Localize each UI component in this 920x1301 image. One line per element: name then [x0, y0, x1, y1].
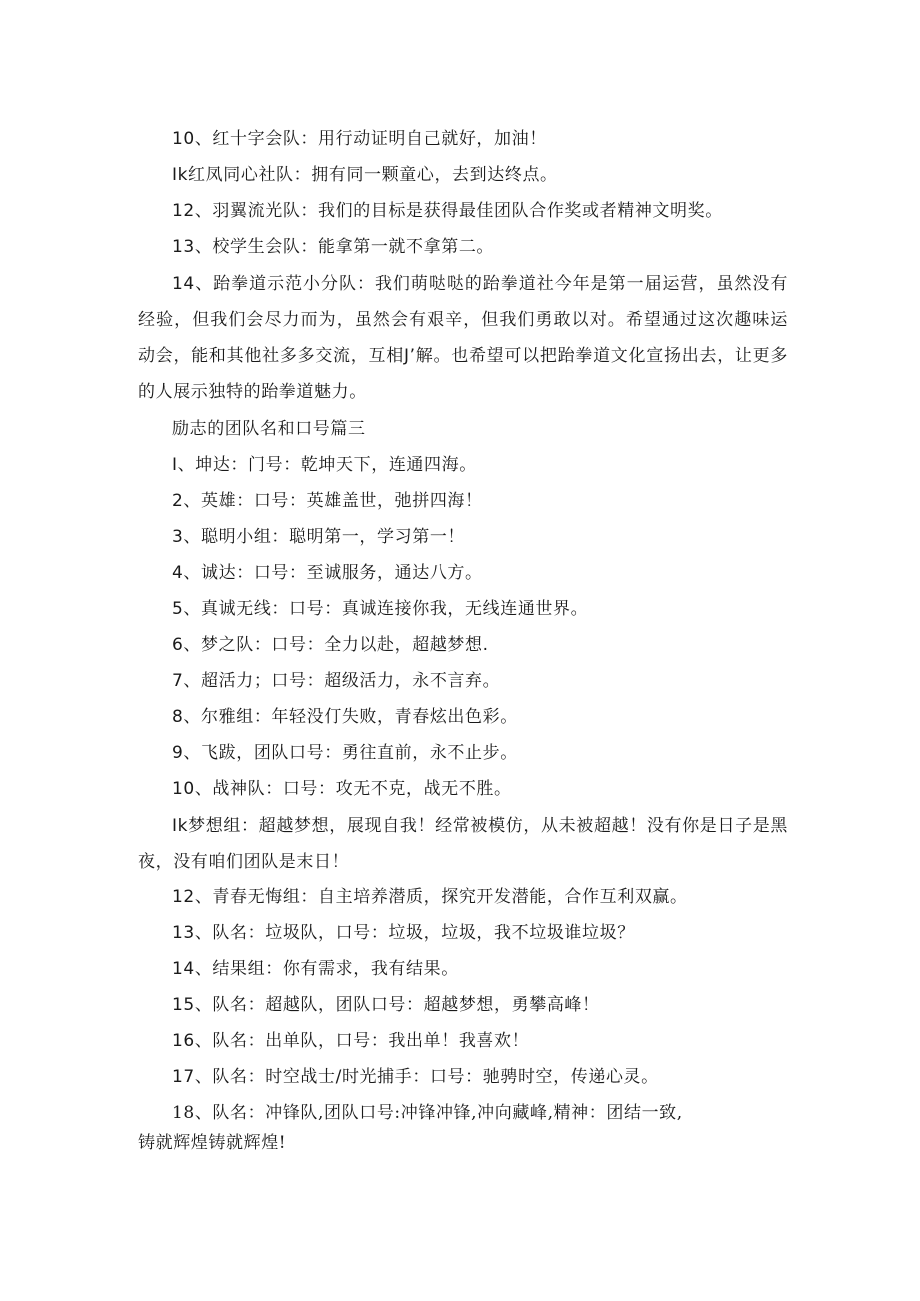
list-item-continuation: 铸就辉煌铸就辉煌! — [138, 1133, 287, 1153]
list-item: 7、超活力；口号：超级活力，永不言弃。 — [172, 671, 501, 691]
list-item: I、坤达：门号：乾坤天下，连通四海。 — [172, 455, 477, 475]
list-item: 13、队名：垃圾队，口号：垃圾，垃圾，我不垃圾谁垃圾？ — [172, 923, 635, 943]
list-item: Ik红凤同心社队：拥有同一颗童心，去到达终点。 — [172, 165, 558, 185]
list-item: 18、队名：冲锋队,团队口号:冲锋冲锋,冲向藏峰,精神：团结一致, — [172, 1103, 683, 1123]
dream-team-paragraph: Ik梦想组：超越梦想，展现自我！经常被模仿，从未被超越！没有你是日子是黑夜，没有咱们团队是末日！ — [138, 816, 788, 872]
list-item: 16、队名：出单队，口号：我出单！我喜欢！ — [172, 1031, 530, 1051]
list-item: 17、队名：时空战士/时光捕手：口号：驰骋时空，传递心灵。 — [172, 1067, 659, 1087]
list-item: 12、青春无悔组：自主培养潜质，探究开发潜能，合作互利双赢。 — [172, 887, 688, 907]
list-item: 10、红十字会队：用行动证明自己就好，加油！ — [172, 129, 547, 149]
list-item: 6、梦之队：口号：全力以赴，超越梦想. — [172, 635, 489, 655]
list-item: 12、羽翼流光队：我们的目标是获得最佳团队合作奖或者精神文明奖。 — [172, 201, 723, 221]
taekwondo-paragraph: 14、跆拳道示范小分队：我们萌哒哒的跆拳道社今年是第一届运营，虽然没有经验，但我们会尽力而为，虽然会有艰辛，但我们勇敢以对。希望通过这次趣味运动会，能和其他社多多交流，互相J’解。也希望可以把跆拳道文化宣扬出去，让更多的人展示独特的跆拳道魅力。 — [138, 274, 788, 402]
section-heading: 励志的团队名和口号篇三 — [172, 419, 366, 439]
list-item: 5、真诚无线：口号：真诚连接你我，无线连通世界。 — [172, 599, 589, 619]
list-item: 9、飞跋，团队口号：勇往直前，永不止步。 — [172, 743, 518, 763]
list-item: 13、校学生会队：能拿第一就不拿第二。 — [172, 237, 495, 257]
list-item: 14、结果组：你有需求，我有结果。 — [172, 959, 459, 979]
list-item: 10、战神队：口号：攻无不克，战无不胜。 — [172, 779, 512, 799]
list-item: 15、队名：超越队，团队口号：超越梦想，勇攀高峰！ — [172, 995, 600, 1015]
list-item: 8、尔雅组：年轻没仃失败，青春炫出色彩。 — [172, 707, 518, 727]
list-item: 4、诚达：口号：至诚服务，通达八方。 — [172, 563, 483, 583]
list-item: 2、英雄：口号：英雄盖世，弛拼四海！ — [172, 491, 483, 511]
list-item: 3、聪明小组：聪明第一，学习第一！ — [172, 527, 466, 547]
